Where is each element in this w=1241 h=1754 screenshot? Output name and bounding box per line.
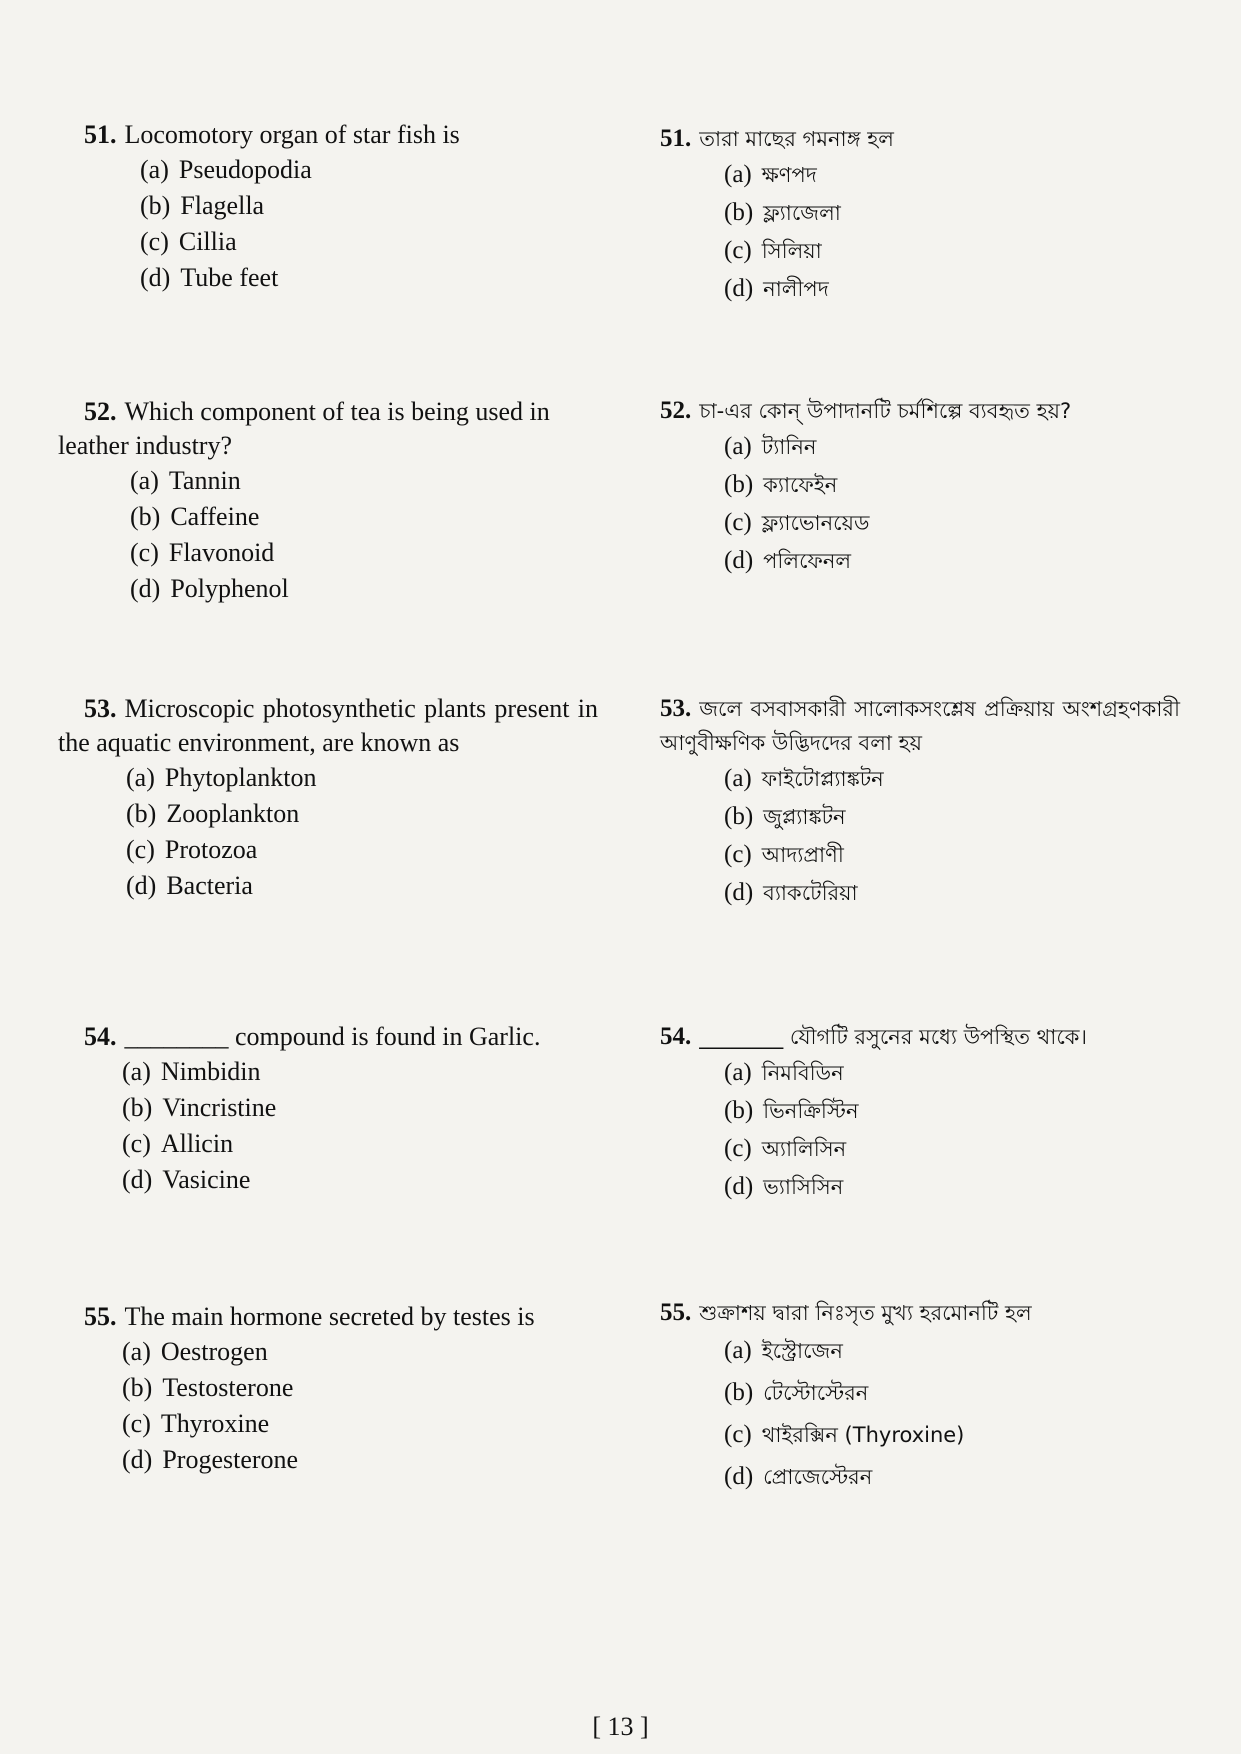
option-c: (c) অ্যালিসিন [724, 1135, 847, 1162]
options-list [58, 152, 598, 296]
option-d: (d) নালীপদ [724, 275, 829, 302]
option-c: (c) থাইরক্সিন (Thyroxine) [724, 1421, 965, 1448]
option-b: (b) Testosterone [122, 1373, 294, 1402]
question-52-bn [660, 394, 1180, 580]
option-c: (c) সিলিয়া [724, 237, 822, 264]
options-list [660, 1330, 1180, 1498]
option-a: (a) ফাইটোপ্ল্যাঙ্কটন [724, 765, 884, 792]
question-number: 55. [84, 1302, 117, 1331]
question-55-bn [660, 1296, 1180, 1498]
option-d: (d) Vasicine [122, 1165, 251, 1194]
option-d: (d) পলিফেনল [724, 547, 852, 574]
question-51-bn [660, 122, 1180, 308]
question-54-bn [660, 1020, 1180, 1206]
option-c: (c) আদ্যপ্রাণী [724, 841, 844, 868]
option-c: (c) Allicin [122, 1129, 234, 1158]
question-number: 54. [660, 1023, 692, 1050]
option-a: (a) ক্ষণপদ [724, 161, 817, 188]
question-number: 51. [84, 120, 117, 149]
option-c: (c) Flavonoid [130, 538, 275, 567]
question-stem: 51. Locomotory organ of star fish is [84, 120, 460, 149]
option-b: (b) Vincristine [122, 1093, 277, 1122]
option-b: (b) Flagella [140, 191, 265, 220]
option-a: (a) ইস্ট্রোজেন [724, 1337, 843, 1364]
options-list [660, 156, 1180, 308]
question-stem: 54. ________ compound is found in Garlic. [84, 1022, 541, 1051]
question-51-en [58, 118, 598, 296]
options-list [660, 428, 1180, 580]
question-stem: 55. শুক্রাশয় দ্বারা নিঃসৃত মুখ্য হরমোনটি হল [660, 1299, 1032, 1326]
option-a: (a) Oestrogen [122, 1337, 268, 1366]
question-number: 55. [660, 1299, 692, 1326]
option-a: (a) ট্যানিন [724, 433, 817, 460]
option-b: (b) ভিনক্রিস্টিন [724, 1097, 859, 1124]
option-b: (b) ফ্ল্যাজেলা [724, 199, 841, 226]
question-number: 51. [660, 125, 692, 152]
question-number: 52. [660, 397, 692, 424]
option-c: (c) Thyroxine [122, 1409, 270, 1438]
question-number: 54. [84, 1022, 117, 1051]
question-number: 53. [84, 694, 117, 723]
option-c: (c) ফ্ল্যাভোনয়েড [724, 509, 870, 536]
options-list [58, 463, 598, 607]
option-b: (b) ক্যাফেইন [724, 471, 838, 498]
question-55-en [58, 1300, 598, 1478]
option-a: (a) নিমবিডিন [724, 1059, 844, 1086]
question-stem: 54. ________ যৌগটি রসুনের মধ্যে উপস্থিত থাকে। [660, 1023, 1087, 1050]
question-number: 52. [84, 397, 117, 426]
question-number: 53. [660, 695, 692, 722]
option-d: (d) ভ্যাসিসিন [724, 1173, 844, 1200]
question-stem: 53. Microscopic photosynthetic plants present in the aquatic environment, are known as [58, 694, 598, 757]
question-54-en [58, 1020, 598, 1198]
option-b: (b) টেস্টোস্টেরন [724, 1379, 869, 1406]
options-list [660, 1054, 1180, 1206]
question-53-bn [660, 692, 1180, 912]
question-52-en [58, 395, 598, 607]
option-d: (d) প্রোজেস্টেরন [724, 1463, 873, 1490]
option-a: (a) Pseudopodia [140, 155, 312, 184]
options-list [58, 760, 598, 904]
option-b: (b) জুপ্ল্যাঙ্কটন [724, 803, 846, 830]
question-stem: 52. Which component of tea is being used in leather industry? [58, 397, 550, 460]
option-d: (d) ব্যাকটেরিয়া [724, 879, 858, 906]
option-d: (d) Polyphenol [130, 574, 289, 603]
option-b: (b) Zooplankton [126, 799, 300, 828]
options-list [660, 760, 1180, 912]
option-c: (c) Protozoa [126, 835, 258, 864]
option-d: (d) Progesterone [122, 1445, 299, 1474]
page-number: [ 13 ] [592, 1712, 649, 1741]
question-stem: 55. The main hormone secreted by testes is [84, 1302, 535, 1331]
question-stem: 51. তারা মাছের গমনাঙ্গ হল [660, 125, 894, 152]
options-list [58, 1334, 598, 1478]
option-c: (c) Cillia [140, 227, 237, 256]
option-a: (a) Nimbidin [122, 1057, 261, 1086]
option-a: (a) Tannin [130, 466, 241, 495]
options-list [58, 1054, 598, 1198]
question-53-en [58, 692, 598, 904]
option-b: (b) Caffeine [130, 502, 260, 531]
option-d: (d) Bacteria [126, 871, 253, 900]
question-stem: 53. জলে বসবাসকারী সালোকসংশ্লেষ প্রক্রিয়ায় অংশগ্রহণকারী আণুবীক্ষণিক উদ্ভিদদের বলা হয় [660, 695, 1180, 755]
option-a: (a) Phytoplankton [126, 763, 317, 792]
question-stem: 52. চা-এর কোন্ উপাদানটি চর্মশিল্পে ব্যবহৃত হয়? [660, 397, 1072, 424]
option-d: (d) Tube feet [140, 263, 279, 292]
